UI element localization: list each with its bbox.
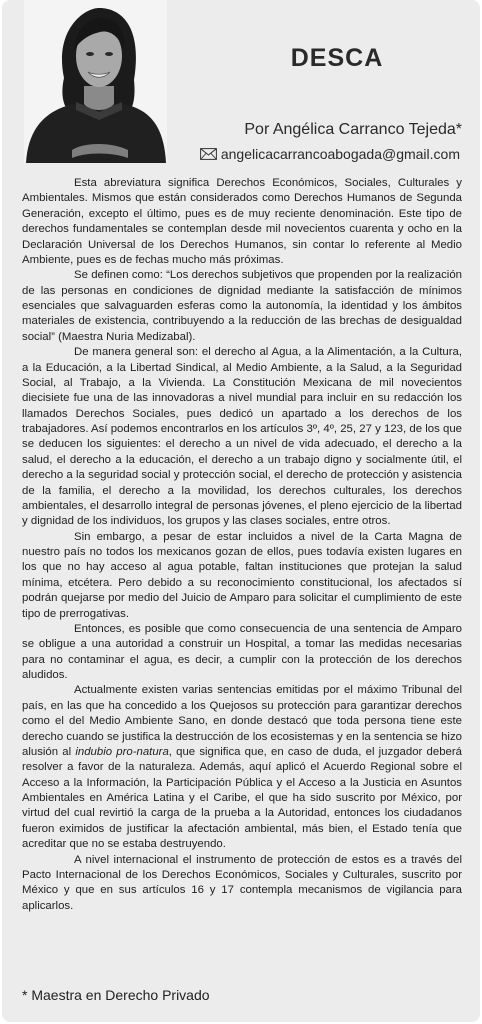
- page-title: DESCA: [290, 44, 384, 72]
- author-portrait: [24, 0, 167, 163]
- portrait-illustration: [24, 0, 167, 163]
- author-email[interactable]: angelicacarrancoabogada@gmail.com: [220, 146, 460, 162]
- paragraph-7: A nivel internacional el instrumento de protección de estos es a través del Pacto Internacional de los Derechos Económicos, Sociales y Culturales, suscrito por México y que en sus artículos 16 y 17 contempla mecanismos de vigilancia para aplicarlos.: [22, 853, 462, 912]
- author-footnote: * Maestra en Derecho Privado: [22, 987, 210, 1003]
- paragraph-5: Entonces, es posible que como consecuencia de una sentencia de Amparo se obligue a una autoridad a construir un Hospital, a tomar las medidas necesarias para no contaminar el agua, es decir, a cumplir con la protección de los derechos aludidos.: [22, 622, 462, 681]
- author-email-row: [200, 146, 460, 162]
- paragraph-2: Se definen como: “Los derechos subjetivos que propenden por la realización de las personas en condiciones de dignidad mediante la satisfacción de mínimos esenciales que salvaguarden esferas como la autonomía, la identidad y los ámbitos materiales de existencia, contribuyendo a la reducción de las brechas de desigualdad social” (Maestra Nuria Medizabal).: [22, 269, 462, 343]
- paragraph-6-text-a: Actualmente existen varias sentencias emitidas por el máximo Tribunal del país, en las que ha concedido a los Quejosos su protección para garantizar derechos como el del Medio Ambiente Sano, en donde destacó que toda persona tiene este derecho cuando se justifica la destrucción de los ecosistemas y en la sentencia se hizo alusión al: [22, 684, 462, 758]
- article-body: [22, 176, 462, 914]
- latin-term: indubio pro-natura: [75, 745, 169, 758]
- article-card: [2, 0, 480, 1022]
- envelope-icon: [200, 148, 217, 160]
- paragraph-6-text-b: , que significa que, en caso de duda, el juzgador deberá resolver a favor de la naturaleza. Además, aquí aplicó el Acuerdo Regional sobre el Acceso a la Información, la Participación Pública y el Acceso a la Justicia en Asuntos Ambientales en América Latina y el Caribe, el que ha sido suscrito por México, por virtud del cual revirtió la carga de la prueba a la Autoridad, entonces los ciudadanos fueron eximidos de justificar la afectación ambiental, más bien, el Estado tenía que acreditar que no se estaba destruyendo.: [22, 745, 462, 851]
- paragraph-4: Sin embargo, a pesar de estar incluidos a nivel de la Carta Magna de nuestro país no todos los mexicanos gozan de ellos, pues todavía existen lugares en los que no hay acceso al agua potable, faltan instituciones que protejan la salud mínima, etcétera. Pero debido a su reconocimiento constitucional, los afectados sí podrán quejarse por medio del Juicio de Amparo para solicitar el cumplimiento de este tipo de prerrogativas.: [22, 530, 462, 620]
- paragraph-6: [22, 683, 462, 852]
- paragraph-3: De manera general son: el derecho al Agua, a la Alimentación, a la Cultura, a la Educación, a la Libertad Sindical, al Medio Ambiente, a la Salud, a la Seguridad Social, al Trabajo, a la Vivienda. La Constitución Mexicana de mil novecientos diecisiete fue una de las innovadoras a nivel mundial para incluir en su redacción los llamados Derechos Sociales, pues dedicó un apartado a los derechos de los trabajadores. Así podemos encontrarlos en los artículos 3º, 4º, 25, 27 y 123, de los que se deducen los siguientes: el derecho a un nivel de vida adecuado, el derecho a la salud, el derecho a la educación, el derecho a un trabajo digno y socialmente útil, el derecho a la seguridad social y protección social, el derecho de protección y asistencia de la familia, el derecho a la movilidad, los derechos culturales, los derechos ambientales, el desarrollo integral de personas jóvenes, el pleno ejercicio de la libertad y dignidad de los individuos, los grupos y las clases sociales, entre otros.: [22, 346, 462, 528]
- paragraph-1: Esta abreviatura significa Derechos Económicos, Sociales, Culturales y Ambientales. Mismos que están considerados como Derechos Humanos de Segunda Generación, excepto el último, pues es de muy reciente denominación. Este tipo de derechos fundamentales se contemplan desde mil novecientos cuarenta y ocho en la Declaración Universal de los Derechos Humanos, sin contar lo referente al Medio Ambiente, pues es de fechas mucho más próximas.: [22, 177, 462, 266]
- author-byline: Por Angélica Carranco Tejeda*: [244, 121, 462, 138]
